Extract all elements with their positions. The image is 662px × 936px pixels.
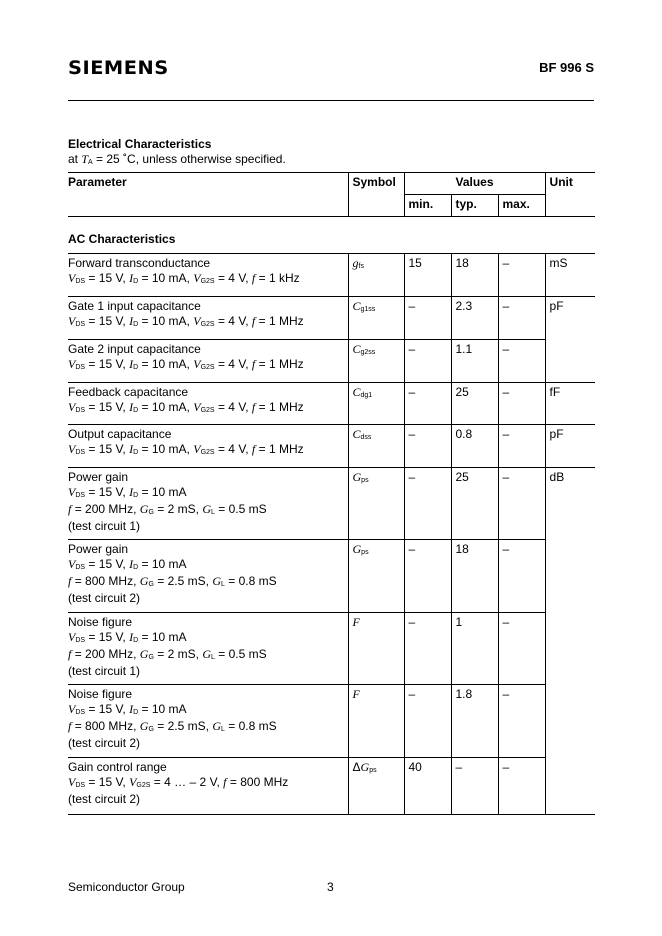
param-cell	[68, 758, 348, 815]
param-cell	[68, 425, 348, 468]
typ-cell: 25	[451, 383, 498, 425]
typ-cell: 0.8	[451, 425, 498, 468]
table-row	[68, 758, 595, 815]
param-cell	[68, 254, 348, 297]
table-row	[68, 685, 595, 758]
symbol-cell: F	[348, 613, 404, 685]
table-row	[68, 613, 595, 685]
param-condition: f = 200 MHz, $G_G = 2$ mS, $G_L = 0.5$ mS	[68, 647, 267, 661]
param-cell	[68, 297, 348, 340]
min-cell: –	[404, 340, 451, 383]
group-title: AC Characteristics	[68, 232, 176, 246]
symbol-cell: F	[348, 685, 404, 758]
spec-table	[68, 172, 595, 815]
min-cell: –	[404, 297, 451, 340]
header-row	[68, 173, 595, 195]
symbol-cell: Gps	[348, 468, 404, 540]
unit-cell: dB	[545, 468, 595, 540]
param-condition: $V_{DS} = 15$ V, $I_D = 10$ mA, $V_{G2S} = 4$ V, f = 1 MHz	[68, 357, 304, 371]
min-cell: –	[404, 425, 451, 468]
param-name: Power gain	[68, 542, 129, 556]
max-cell: –	[498, 425, 545, 468]
param-cell	[68, 340, 348, 383]
min-cell: –	[404, 613, 451, 685]
section-subtitle: at $T_A = 25$ ˚C, unless otherwise specified.	[68, 152, 286, 166]
table-row	[68, 425, 595, 468]
param-condition: $V_{DS} = 15$ V, $I_D = 10$ mA, $V_{G2S} = 4$ V, f = 1 MHz	[68, 314, 304, 328]
spec-table-body	[68, 173, 595, 815]
param-condition: (test circuit 1)	[68, 519, 141, 533]
param-name: Feedback capacitance	[68, 385, 189, 399]
param-condition: (test circuit 2)	[68, 736, 141, 750]
symbol-cell: ΔGps	[348, 758, 404, 815]
header-values: Values	[404, 173, 545, 195]
param-condition: (test circuit 1)	[68, 664, 141, 678]
max-cell: –	[498, 540, 545, 613]
param-name: Gain control range	[68, 760, 167, 774]
table-row	[68, 540, 595, 613]
param-cell	[68, 613, 348, 685]
param-condition: f = 800 MHz, $G_G = 2.5$ mS, $G_L = 0.8$ mS	[68, 574, 277, 588]
symbol-cell: Cdss	[348, 425, 404, 468]
param-condition: f = 800 MHz, $G_G = 2.5$ mS, $G_L = 0.8$ mS	[68, 719, 277, 733]
min-cell: 40	[404, 758, 451, 815]
typ-cell: 18	[451, 540, 498, 613]
param-cell	[68, 383, 348, 425]
typ-cell: 1.1	[451, 340, 498, 383]
max-cell: –	[498, 340, 545, 383]
param-cell	[68, 468, 348, 540]
param-condition: f = 200 MHz, $G_G = 2$ mS, $G_L = 0.5$ mS	[68, 502, 267, 516]
unit-cell: mS	[545, 254, 595, 297]
unit-cell: fF	[545, 383, 595, 425]
unit-cell	[545, 540, 595, 613]
typ-cell: 1.8	[451, 685, 498, 758]
min-cell: 15	[404, 254, 451, 297]
unit-cell	[545, 613, 595, 685]
typ-cell: –	[451, 758, 498, 815]
param-condition: $V_{DS} = 15$ V, $I_D = 10$ mA	[68, 702, 187, 716]
param-condition: $V_{DS} = 15$ V, $V_{G2S} = 4$ … – 2 V, f = 800 MHz	[68, 775, 289, 789]
unit-cell	[545, 685, 595, 758]
header-divider	[68, 100, 594, 101]
symbol-cell: Gps	[348, 540, 404, 613]
max-cell: –	[498, 383, 545, 425]
unit-cell: pF	[545, 297, 595, 340]
param-name: Gate 1 input capacitance	[68, 299, 201, 313]
unit-cell: pF	[545, 425, 595, 468]
min-cell: –	[404, 685, 451, 758]
param-name: Forward transconductance	[68, 256, 211, 270]
table-row	[68, 254, 595, 297]
param-name: Noise figure	[68, 615, 133, 629]
param-cell	[68, 540, 348, 613]
param-condition: $V_{DS} = 15$ V, $I_D = 10$ mA	[68, 557, 187, 571]
table-row	[68, 340, 595, 383]
brand-logo: SIEMENS	[68, 57, 169, 79]
symbol-cell: Cg2ss	[348, 340, 404, 383]
param-condition: $V_{DS} = 15$ V, $I_D = 10$ mA, $V_{G2S} = 4$ V, f = 1 MHz	[68, 442, 304, 456]
header-unit: Unit	[545, 173, 595, 217]
typ-cell: 25	[451, 468, 498, 540]
param-cell	[68, 685, 348, 758]
param-condition: (test circuit 2)	[68, 792, 141, 806]
header-parameter: Parameter	[68, 173, 348, 217]
max-cell: –	[498, 468, 545, 540]
table-row	[68, 297, 595, 340]
param-name: Power gain	[68, 470, 129, 484]
param-condition: (test circuit 2)	[68, 591, 141, 605]
table-row	[68, 383, 595, 425]
header-min: min.	[404, 195, 451, 217]
symbol-cell: Cg1ss	[348, 297, 404, 340]
header-typ: typ.	[451, 195, 498, 217]
unit-cell	[545, 758, 595, 815]
max-cell: –	[498, 613, 545, 685]
min-cell: –	[404, 383, 451, 425]
param-condition: $V_{DS} = 15$ V, $I_D = 10$ mA	[68, 485, 187, 499]
min-cell: –	[404, 468, 451, 540]
max-cell: –	[498, 685, 545, 758]
part-number: BF 996 S	[539, 60, 594, 75]
header-symbol: Symbol	[348, 173, 404, 217]
group-row	[68, 217, 595, 254]
typ-cell: 1	[451, 613, 498, 685]
header-max: max.	[498, 195, 545, 217]
max-cell: –	[498, 758, 545, 815]
param-condition: $V_{DS} = 15$ V, $I_D = 10$ mA, $V_{G2S} = 4$ V, f = 1 MHz	[68, 400, 304, 414]
min-cell: –	[404, 540, 451, 613]
param-name: Noise figure	[68, 687, 133, 701]
param-name: Output capacitance	[68, 427, 172, 441]
max-cell: –	[498, 254, 545, 297]
param-condition: $V_{DS} = 15$ V, $I_D = 10$ mA, $V_{G2S} = 4$ V, f = 1 kHz	[68, 271, 300, 285]
typ-cell: 18	[451, 254, 498, 297]
symbol-cell: Cdg1	[348, 383, 404, 425]
unit-cell	[545, 340, 595, 383]
table-row	[68, 468, 595, 540]
symbol-cell: gfs	[348, 254, 404, 297]
max-cell: –	[498, 297, 545, 340]
page-number: 3	[327, 880, 334, 894]
section-title: Electrical Characteristics	[68, 137, 212, 151]
footer-org: Semiconductor Group	[68, 880, 185, 894]
param-condition: $V_{DS} = 15$ V, $I_D = 10$ mA	[68, 630, 187, 644]
param-name: Gate 2 input capacitance	[68, 342, 201, 356]
typ-cell: 2.3	[451, 297, 498, 340]
